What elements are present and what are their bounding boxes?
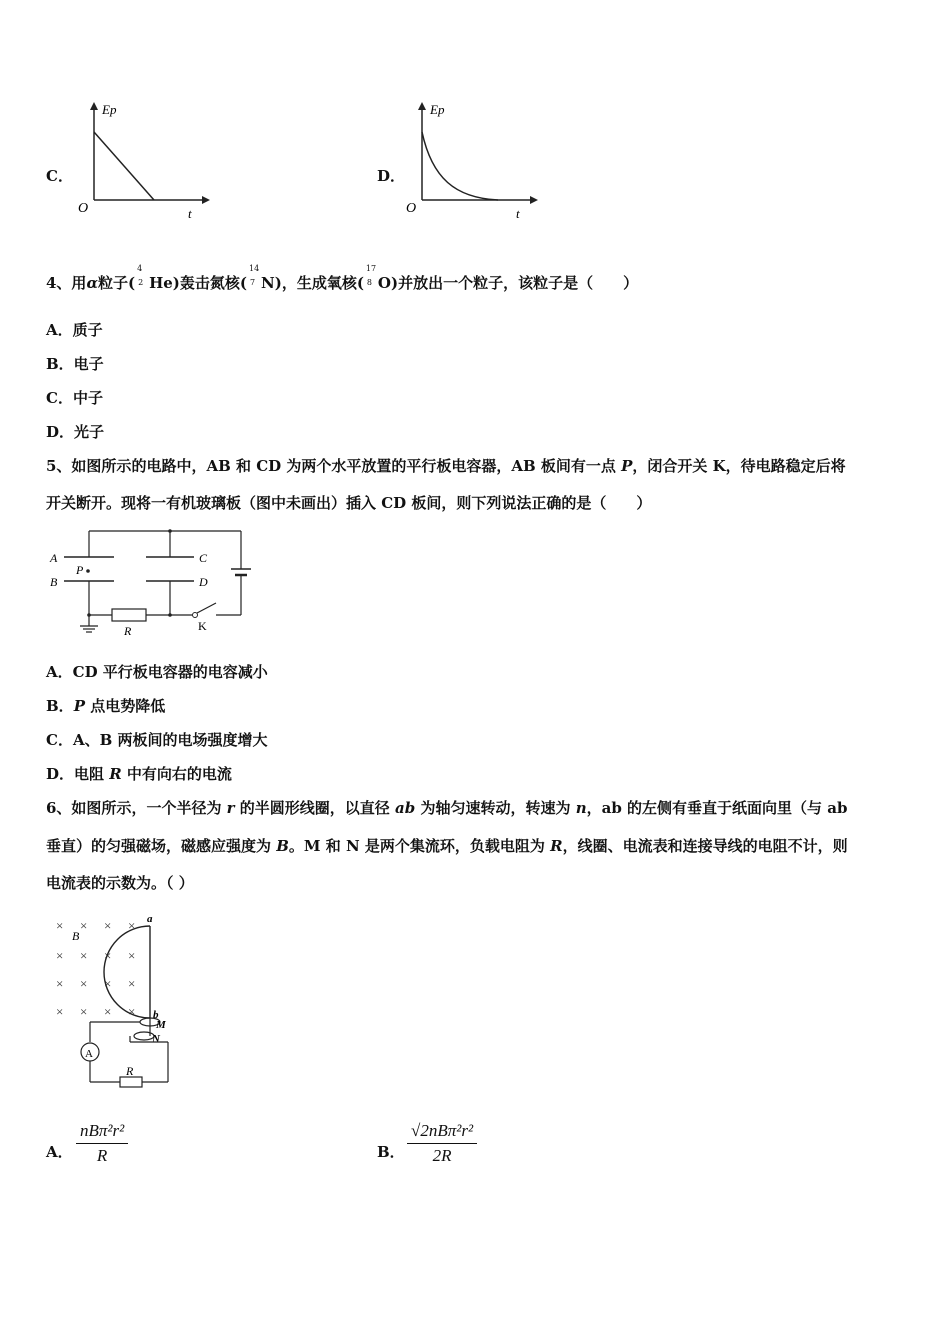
- resistor-r: [120, 1077, 142, 1087]
- he-isotope: 4 2: [137, 264, 144, 287]
- svg-text:×: ×: [104, 976, 112, 991]
- svg-text:×: ×: [56, 918, 64, 933]
- graph-c-origin: O: [78, 201, 89, 216]
- svg-text:K: K: [198, 619, 207, 633]
- q5-option-a: A．CD 平行板电容器的电容减小: [46, 663, 268, 681]
- svg-text:B: B: [50, 575, 58, 589]
- graph-c-line: [94, 132, 154, 200]
- svg-text:N: N: [152, 1033, 160, 1045]
- svg-text:R: R: [124, 624, 132, 638]
- svg-text:×: ×: [80, 976, 88, 991]
- resistor-r: [112, 609, 146, 621]
- svg-text:M: M: [156, 1019, 166, 1031]
- svg-text:D: D: [199, 575, 208, 589]
- graph-d-xlabel: t: [516, 206, 520, 221]
- q4-option-c: C．中子: [46, 389, 103, 407]
- svg-text:R: R: [126, 1064, 134, 1078]
- svg-text:B: B: [72, 929, 80, 943]
- graph-d-x-arrow: [530, 196, 538, 204]
- svg-text:×: ×: [128, 918, 136, 933]
- svg-text:A: A: [85, 1048, 93, 1060]
- svg-text:×: ×: [104, 948, 112, 963]
- graph-c-y-arrow: [90, 102, 98, 110]
- q4-option-b: B．电子: [46, 355, 104, 373]
- q5-option-b: B．P 点电势降低: [46, 697, 166, 715]
- option-c-label: C．: [46, 167, 73, 185]
- slip-ring-n: [134, 1032, 154, 1040]
- svg-text:×: ×: [80, 1004, 88, 1019]
- q6-option-a-fraction: nBπ²r² R: [76, 1121, 128, 1166]
- svg-text:×: ×: [56, 1004, 64, 1019]
- point-p: [86, 569, 90, 573]
- q6-coil-diagram: [46, 910, 186, 1090]
- q6-option-a-label: A．: [46, 1143, 73, 1161]
- svg-text:×: ×: [80, 948, 88, 963]
- q6-stem-line3: 电流表的示数为。（ ）: [46, 874, 194, 892]
- q6-stem-line2: 垂直）的匀强磁场，磁感应强度为 B。M 和 N 是两个集流环，负载电阻为 R，线圈、电流表和连接导线的电阻不计，则: [46, 837, 848, 855]
- q4-option-a: A．质子: [46, 321, 103, 339]
- svg-text:b: b: [153, 1009, 159, 1021]
- graph-c-x-arrow: [202, 196, 210, 204]
- svg-text:a: a: [147, 913, 153, 925]
- graph-c: [72, 98, 212, 228]
- svg-text:×: ×: [104, 918, 112, 933]
- q5-stem-line1: 5、如图所示的电路中，AB 和 CD 为两个水平放置的平行板电容器，AB 板间有一点 P，闭合开关 K，待电路稳定后将: [46, 457, 846, 475]
- svg-text:×: ×: [104, 1004, 112, 1019]
- svg-text:×: ×: [80, 918, 88, 933]
- svg-text:C: C: [199, 551, 208, 565]
- q5-option-d: D．电阻 R 中有向右的电流: [46, 765, 232, 783]
- svg-text:×: ×: [128, 976, 136, 991]
- q5-option-c: C．A、B 两板间的电场强度增大: [46, 731, 268, 749]
- graph-d-ylabel: Ep: [430, 102, 445, 117]
- svg-text:A: A: [50, 551, 58, 565]
- svg-text:×: ×: [128, 1004, 136, 1019]
- q6-option-b-label: B．: [377, 1143, 405, 1161]
- svg-text:×: ×: [56, 976, 64, 991]
- graph-d-origin: O: [406, 201, 417, 216]
- magnetic-field-crosses: [56, 918, 135, 1019]
- graph-d-curve: [422, 132, 498, 200]
- svg-text:P: P: [76, 563, 84, 577]
- option-d-label: D．: [377, 167, 406, 185]
- svg-text:×: ×: [56, 948, 64, 963]
- q6-stem-line1: 6、如图所示，一个半径为 r 的半圆形线圈，以直径 ab 为轴匀速转动，转速为 n，ab 的左侧有垂直于纸面向里（与 ab: [46, 799, 848, 817]
- graph-d-y-arrow: [418, 102, 426, 110]
- svg-text:×: ×: [128, 948, 136, 963]
- n-isotope: 14 7: [249, 264, 260, 287]
- q5-stem-line2: 开关断开。现将一有机玻璃板（图中未画出）插入 CD 板间，则下列说法正确的是（ ）: [46, 494, 652, 512]
- q4-stem: 4、用α粒子( 4 2 He)轰击氮核( 14 7 N)，生成氧核( 17 8 O)并放出一个粒子，该粒子是（ ）: [46, 264, 639, 292]
- switch-k: [197, 603, 216, 613]
- q4-option-d: D．光子: [46, 423, 105, 441]
- q6-option-b-fraction: √2nBπ²r² 2R: [407, 1121, 477, 1166]
- q5-circuit-diagram: [46, 525, 266, 645]
- graph-c-xlabel: t: [188, 206, 192, 221]
- graph-c-ylabel: Ep: [102, 102, 117, 117]
- o-isotope: 17 8: [365, 264, 377, 287]
- graph-d: [400, 98, 540, 228]
